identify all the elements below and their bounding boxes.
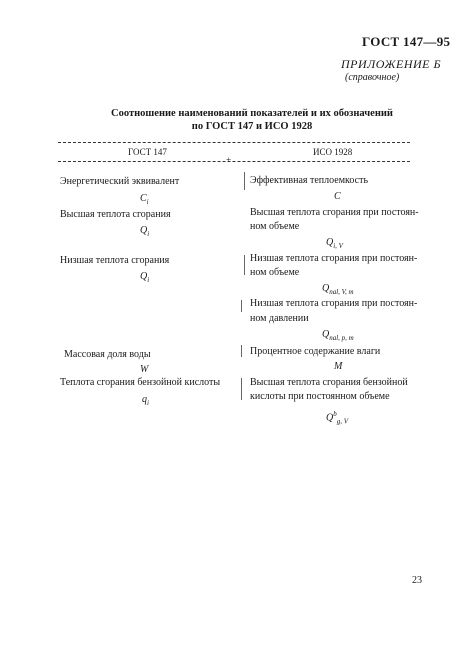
column-header-right: ИСО 1928 <box>313 147 353 157</box>
appendix-note: (справочное) <box>345 72 400 83</box>
iso-symbol: $Q^b_{g, V}$ <box>326 410 349 426</box>
gost-term: Высшая теплота сгорания <box>60 209 171 220</box>
iso-term: Высшая теплота сгорания при постоян- <box>250 207 419 218</box>
gost-term: Энергетический эквивалент <box>60 176 180 187</box>
column-header-left: ГОСТ 147 <box>128 147 167 157</box>
iso-term: Эффективная теплоемкость <box>250 175 369 186</box>
document-code: ГОСТ 147—95 <box>362 34 451 49</box>
iso-term-cont: ном объеме <box>250 221 300 232</box>
gost-term: Теплота сгорания бензойной кислоты <box>60 377 221 388</box>
gost-symbol: W <box>140 364 149 375</box>
table-title-line2: по ГОСТ 147 и ИСО 1928 <box>191 121 313 132</box>
gost-symbol: $q_i$ <box>142 394 149 407</box>
gost-symbol: $Q_i$ <box>140 225 150 238</box>
gost-term: Низшая теплота сгорания <box>60 255 170 266</box>
gost-symbol: $Q_i$ <box>140 271 150 284</box>
gost-symbol: $C_i$ <box>140 193 149 206</box>
page-number: 23 <box>412 575 422 586</box>
iso-term: Низшая теплота сгорания при постоян- <box>250 253 418 264</box>
column-divider <box>241 345 242 357</box>
table-title-line1: Соотношение наименований показателей и их обозначений <box>111 108 393 119</box>
header-divider-mark: + <box>226 155 232 165</box>
iso-term: Низшая теплота сгорания при постоян- <box>250 298 418 309</box>
iso-symbol: $Q_{nal, p, m}$ <box>322 329 354 342</box>
column-divider <box>241 300 242 312</box>
table-header-rule <box>58 161 410 162</box>
iso-term: Высшая теплота сгорания бензойной <box>250 377 408 388</box>
column-divider <box>244 255 245 275</box>
table-top-rule <box>58 142 410 143</box>
iso-symbol: C <box>334 191 341 202</box>
iso-symbol: M <box>334 361 343 372</box>
iso-term-cont: ном давлении <box>250 313 309 324</box>
iso-symbol: $Q_{nal, V, m}$ <box>322 283 354 296</box>
gost-term: Массовая доля воды <box>64 349 151 360</box>
column-divider <box>244 172 245 190</box>
column-divider <box>241 378 242 400</box>
appendix-label: ПРИЛОЖЕНИЕ Б <box>341 57 442 71</box>
iso-symbol: $Q_{i, V}$ <box>326 237 343 250</box>
iso-term-cont: ном объеме <box>250 267 300 278</box>
iso-term-cont: кислоты при постоянном объеме <box>250 391 390 402</box>
iso-term: Процентное содержание влаги <box>250 346 381 357</box>
